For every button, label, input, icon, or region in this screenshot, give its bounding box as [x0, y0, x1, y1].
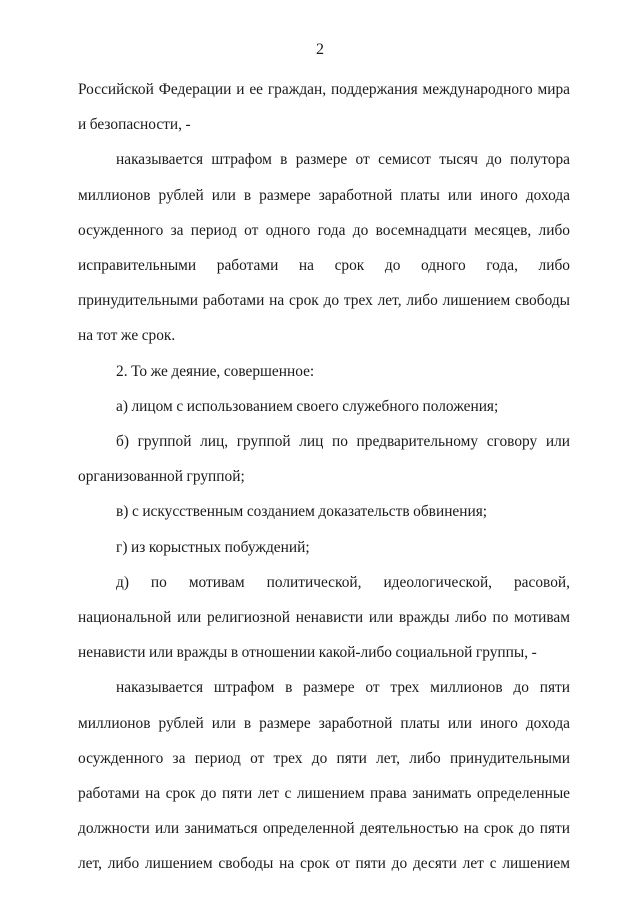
paragraph-item-g: г) из корыстных побуждений;: [116, 538, 310, 556]
paragraph-penalty-2: наказывается штрафом в размере от трех миллионов до пяти миллионов рублей или в размере заработной платы или иного дохода осужденного за период от трех до пяти лет, либо принудительными работами на срок до пяти лет с лишением права занимать определенные должности или заниматься определенной деятельностью на срок до пяти лет, либо лишением свободы на срок от пяти до десяти лет с лишением: [78, 679, 570, 873]
paragraph-item-d: д) по мотивам политической, идеологической, расовой, национальной или религиозной ненависти или вражды либо по мотивам ненависти или вражды в отношении какой-либо социальной группы, -: [78, 573, 570, 662]
paragraph-item-a: а) лицом с использованием своего служебного положения;: [116, 397, 499, 415]
paragraph-item-v: в) с искусственным созданием доказательств обвинения;: [116, 503, 488, 521]
paragraph-item-b: б) группой лиц, группой лиц по предварительному сговору или организованной группой;: [78, 433, 570, 486]
page-number: 2: [316, 41, 324, 58]
document-body: [78, 72, 570, 882]
paragraph-continuation: Российской Федерации и ее граждан, поддержания международного мира и безопасности, -: [78, 81, 570, 134]
paragraph-part-2: 2. То же деяние, совершенное:: [116, 362, 315, 380]
paragraph-penalty-1: наказывается штрафом в размере от семисот тысяч до полутора миллионов рублей или в размере заработной платы или иного дохода осужденного за период от одного года до восемнадцати месяцев, либо исправительными работами на срок до одного года, либо принудительными работами на срок до трех лет, либо лишением свободы на тот же срок.: [78, 151, 570, 345]
